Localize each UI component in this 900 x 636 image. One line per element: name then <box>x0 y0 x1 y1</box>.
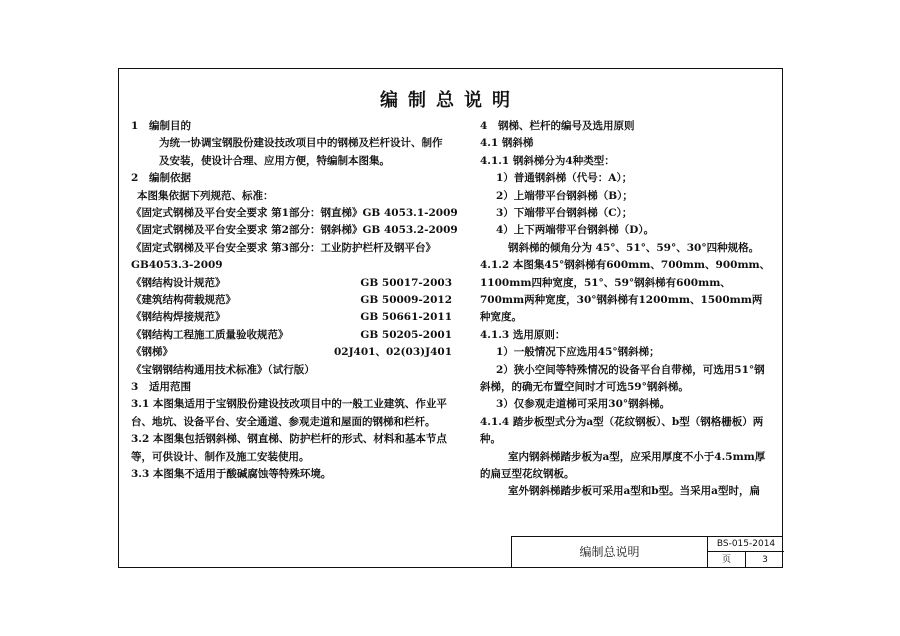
standard-item: 《固定式钢梯及平台安全要求 第2部分：钢斜梯》GB 4053.2-2009 <box>131 224 458 237</box>
section-4-1-heading: 4.1 钢斜梯 <box>480 137 534 150</box>
type-item: 2）上端带平台钢斜梯（B）； <box>496 189 633 202</box>
rule-item: 3）仅参观走道梯可采用30°钢斜梯。 <box>496 398 671 411</box>
section-4-heading: 4 钢梯、栏杆的编号及选用原则 <box>480 120 635 132</box>
section-3-2-text: 3.2 本图集包括钢斜梯、钢直梯、防护栏杆的形式、材料和基本节点等，可供设计、制作及施工安装使用。 <box>131 433 447 463</box>
title-block-code: BS-015-2014 <box>708 537 784 552</box>
section-4-1-1-heading: 4.1.1 钢斜梯分为4种类型： <box>480 154 615 167</box>
section-3-1-text: 3.1 本图集适用于宝钢股份建设技改项目中的一般工业建筑、作业平台、地坑、设备平台、安全通道、参观走道和屋面的钢梯和栏杆。 <box>131 398 447 428</box>
right-column <box>480 118 772 501</box>
standard-item: 《固定式钢梯及平台安全要求 第1部分：钢直梯》GB 4053.1-2009 <box>131 206 458 219</box>
reference-row: 《建筑结构荷载规范》 GB 50009-2012 <box>131 293 452 306</box>
standard-item: 《固定式钢梯及平台安全要求 第3部分：工业防护栏杆及钢平台》 <box>131 241 436 254</box>
section-4-1-2-text: 4.1.2 本图集45°钢斜梯有600mm、700mm、900mm、1100mm四种宽度，51°、59°钢斜梯有600mm、700mm两种宽度，30°钢斜梯有1200mm、1500mm两种宽度。 <box>480 259 771 324</box>
type-item: 1）普通钢斜梯（代号：A）； <box>496 172 633 185</box>
page-title: 编制总说明 <box>380 90 520 111</box>
indoor-step-text: 室内钢斜梯踏步板为a型，应采用厚度不小于4.5mm厚的扁豆型花纹钢板。 <box>480 450 766 480</box>
type-item: 3）下端带平台钢斜梯（C）； <box>496 206 633 219</box>
section-1-heading: 1 编制目的 <box>131 120 191 132</box>
left-column <box>131 118 458 483</box>
angle-text: 钢斜梯的倾角分为 45°、51°、59°、30°四种规格。 <box>508 241 760 254</box>
section-1-text: 为统一协调宝钢股份建设技改项目中的钢梯及栏杆设计、制作及安装，使设计合理、应用方便，特编制本图集。 <box>159 137 443 167</box>
rule-item: 1）一般情况下应选用45°钢斜梯； <box>496 346 660 359</box>
type-item: 4）上下两端带平台钢斜梯（D）。 <box>496 224 655 237</box>
section-4-1-4-text: 4.1.4 踏步板型式分为a型（花纹钢板）、b型（钢格栅板）两种。 <box>480 415 764 446</box>
reference-row: 《钢结构设计规范》 GB 50017-2003 <box>131 276 452 289</box>
section-3-3-text: 3.3 本图集不适用于酸碱腐蚀等特殊环境。 <box>131 467 332 480</box>
section-3-heading: 3 适用范围 <box>131 380 191 393</box>
reference-row: 《钢梯》 02J401、02(03)J401 <box>131 346 452 359</box>
title-block <box>511 536 783 568</box>
reference-row: 《钢结构工程施工质量验收规范》 GB 50205-2001 <box>131 328 452 341</box>
standard-item: 《宝钢钢结构通用技术标准》（试行版） <box>131 363 315 376</box>
reference-row: 《钢结构焊接规范》 GB 50661-2011 <box>131 311 452 324</box>
standard-item: GB4053.3-2009 <box>131 259 223 272</box>
section-4-1-3-heading: 4.1.3 选用原则： <box>480 328 566 341</box>
section-2-intro: 本图集依据下列规范、标准： <box>137 189 274 202</box>
section-2-heading: 2 编制依据 <box>131 172 191 185</box>
outdoor-step-text: 室外钢斜梯踏步板可采用a型和b型。当采用a型时，扁 <box>508 485 760 498</box>
rule-item: 2）狭小空间等特殊情况的设备平台自带梯，可选用51°钢斜梯，的确无布置空间时才可选59°钢斜梯。 <box>480 363 765 393</box>
title-block-page-number: 3 <box>762 555 768 565</box>
title-block-name: 编制总说明 <box>512 537 708 568</box>
title-block-page-label: 页 <box>708 552 746 568</box>
